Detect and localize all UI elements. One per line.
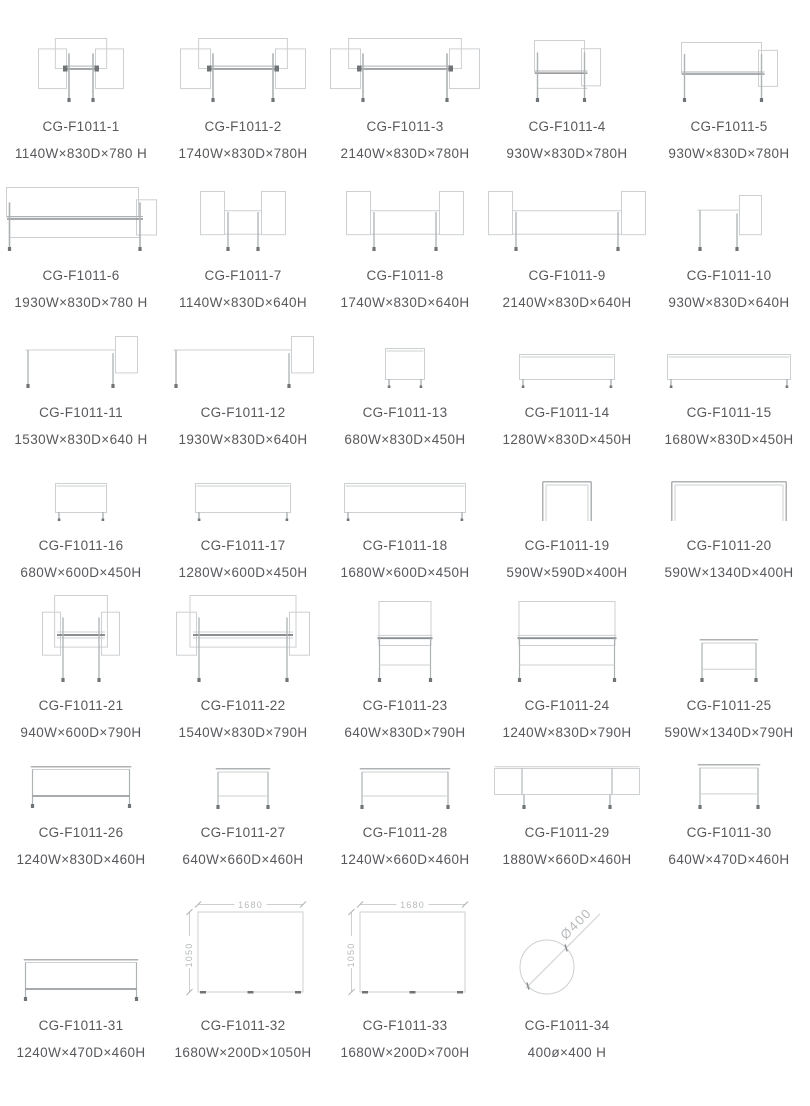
item-code: CG-F1011-29 [524,825,610,840]
item-drawing-area [324,754,486,808]
circleDim-drawing [513,901,621,1001]
item-dimensions: 1680W×200D×1050H [174,1045,312,1060]
sofa2-drawing [330,38,480,102]
catalog-item [324,187,486,312]
catalog-item [324,595,486,742]
catalog-row [0,22,810,163]
item-dimensions: 640W×660D×460H [182,852,304,867]
catalog-row [0,332,810,449]
catalog-item [324,754,486,869]
item-dimensions: 930W×830D×780H [506,146,628,161]
catalog-item [0,466,162,582]
item-dimensions: 1880W×660D×460H [502,852,632,867]
panelDim-drawing [344,897,466,1001]
catalog-item [162,887,324,1062]
catalog-item [0,187,162,312]
item-code: CG-F1011-17 [200,538,286,553]
item-drawing-area [648,332,810,388]
dimension-label: 1050 [346,942,356,968]
item-dimensions: 2140W×830D×640H [502,295,632,310]
tableS-drawing [359,768,451,808]
bench-drawing [195,483,291,521]
item-drawing-area [162,595,324,681]
item-drawing-area [648,754,810,808]
item-code: CG-F1011-15 [686,405,772,420]
catalog-item [162,22,324,163]
dimension-label: Ø400 [557,905,595,943]
item-dimensions: 1280W×600D×450H [178,565,308,580]
item-drawing-area [324,466,486,521]
tableS-drawing [699,639,759,681]
catalog-item [162,754,324,869]
item-code: CG-F1011-13 [362,405,448,420]
item-drawing-area [486,22,648,102]
item-drawing-area [162,22,324,102]
item-code: CG-F1011-16 [38,538,124,553]
item-code: CG-F1011-32 [200,1018,286,1033]
item-dimensions: 940W×600D×790H [20,725,142,740]
benchR-drawing [696,195,762,251]
item-code: CG-F1011-25 [686,698,772,713]
item-drawing-area [486,754,648,808]
item-drawing-area [486,887,648,1001]
item-code: CG-F1011-22 [200,698,286,713]
item-code: CG-F1011-9 [528,268,606,283]
catalog-item [648,466,810,582]
benchR-drawing [24,336,138,388]
item-dimensions: 1680W×830D×450H [664,432,794,447]
item-dimensions: 1930W×830D×640H [178,432,308,447]
item-code: CG-F1011-8 [366,268,444,283]
item-drawing-area [0,887,162,1001]
item-dimensions: 1740W×830D×780H [178,146,308,161]
item-drawing-area [324,22,486,102]
item-drawing-area [648,466,810,521]
item-code: CG-F1011-6 [42,268,120,283]
item-drawing-area [648,22,810,102]
catalog-row [0,754,810,869]
item-dimensions: 640W×470D×460H [668,852,790,867]
armR-drawing [680,42,778,102]
bench-drawing [344,483,466,521]
sofaTall2-drawing [176,595,310,681]
catalog-item [648,754,810,869]
tableS-drawing [215,768,271,808]
catalog-item [162,595,324,742]
catalog-item [648,22,810,163]
armR6-drawing [5,187,157,251]
item-code: CG-F1011-24 [524,698,610,713]
item-code: CG-F1011-23 [362,698,448,713]
item-drawing-area [162,887,324,1001]
item-drawing-area [486,332,648,388]
item-dimensions: 2140W×830D×780H [340,146,470,161]
bench2-drawing [488,191,646,251]
catalog-item [324,332,486,449]
bench2-drawing [346,191,464,251]
catalog-item [486,332,648,449]
item-dimensions: 1540W×830D×790H [178,725,308,740]
catalog-row [0,595,810,742]
item-dimensions: 680W×830D×450H [344,432,466,447]
item-dimensions: 1930W×830D×780 H [14,295,148,310]
catalog-item [324,22,486,163]
bench2-drawing [200,191,286,251]
benchR-drawing [172,336,314,388]
catalog-item [162,466,324,582]
item-code: CG-F1011-5 [690,119,768,134]
item-dimensions: 1530W×830D×640 H [14,432,148,447]
item-dimensions: 640W×830D×790H [344,725,466,740]
item-code: CG-F1011-30 [686,825,772,840]
cabinet-drawing [494,766,640,808]
catalog-item [648,595,810,742]
item-code: CG-F1011-19 [524,538,610,553]
item-code: CG-F1011-20 [686,538,772,553]
panelDim-drawing [182,897,304,1001]
item-drawing-area [0,187,162,251]
item-code: CG-F1011-34 [524,1018,610,1033]
bench-drawing [385,348,425,388]
item-drawing-area [486,187,648,251]
item-drawing-area [0,332,162,388]
item-drawing-area [324,887,486,1001]
bench-drawing [667,354,791,388]
item-dimensions: 1240W×660D×460H [340,852,470,867]
item-drawing-area [0,22,162,102]
catalog-row [0,466,810,582]
dimension-label: 1680 [400,900,425,910]
item-drawing-area [324,187,486,251]
catalog-item [162,187,324,312]
item-dimensions: 1680W×600D×450H [340,565,470,580]
catalog-grid [0,22,810,1062]
item-code: CG-F1011-14 [524,405,610,420]
dimension-label: 1680 [238,900,263,910]
item-dimensions: 1140W×830D×780 H [14,146,148,161]
item-drawing-area [0,595,162,681]
benchShelf-drawing [30,766,132,808]
item-drawing-area [486,466,648,521]
item-dimensions: 400ø×400 H [527,1045,607,1060]
item-dimensions: 590W×590D×400H [506,565,628,580]
catalog-row [0,887,810,1062]
item-code: CG-F1011-10 [686,268,772,283]
catalog-item [0,22,162,163]
item-code: CG-F1011-11 [39,405,123,420]
sofaTallN-drawing [377,601,433,681]
tableS-drawing [697,764,761,808]
item-dimensions: 680W×600D×450H [20,565,142,580]
sofa2-drawing [38,38,124,102]
catalog-item [0,887,162,1062]
catalog-row [0,187,810,312]
item-dimensions: 1680W×200D×700H [340,1045,470,1060]
armR-drawing [533,40,601,102]
catalog-item [486,22,648,163]
benchShelf-drawing [23,959,139,1001]
item-code: CG-F1011-1 [42,119,120,134]
item-code: CG-F1011-33 [362,1018,448,1033]
item-code: CG-F1011-2 [204,119,282,134]
item-drawing-area [162,187,324,251]
catalog-item [486,595,648,742]
item-drawing-area [648,187,810,251]
item-code: CG-F1011-31 [38,1018,124,1033]
item-code: CG-F1011-27 [200,825,286,840]
item-code: CG-F1011-4 [528,119,606,134]
item-code: CG-F1011-26 [38,825,124,840]
tableU-drawing [671,481,787,521]
item-code: CG-F1011-18 [362,538,448,553]
dimension-label: 1050 [184,942,194,968]
item-dimensions: 1140W×830D×640H [178,295,308,310]
item-code: CG-F1011-12 [200,405,286,420]
bench-drawing [55,483,107,521]
sofaTall2-drawing [42,595,120,681]
item-drawing-area [324,332,486,388]
item-dimensions: 1740W×830D×640H [340,295,470,310]
catalog-item [486,187,648,312]
item-drawing-area [162,466,324,521]
item-drawing-area [162,754,324,808]
catalog-item [648,332,810,449]
item-dimensions: 930W×830D×640H [668,295,790,310]
sofa2-drawing [180,38,306,102]
item-drawing-area [0,754,162,808]
item-code: CG-F1011-3 [366,119,444,134]
item-dimensions: 590W×1340D×400H [664,565,794,580]
catalog-item [486,754,648,869]
item-dimensions: 1240W×830D×460H [16,852,146,867]
bench-drawing [519,354,615,388]
item-drawing-area [648,595,810,681]
item-dimensions: 590W×1340D×790H [664,725,794,740]
catalog-item [0,754,162,869]
catalog-item [324,466,486,582]
item-dimensions: 1240W×830D×790H [502,725,632,740]
item-drawing-area [486,595,648,681]
item-code: CG-F1011-28 [362,825,448,840]
item-drawing-area [324,595,486,681]
catalog-item [648,187,810,312]
catalog-item [324,887,486,1062]
catalog-item [486,466,648,582]
tableU-drawing [542,481,592,521]
item-dimensions: 1240W×470D×460H [16,1045,146,1060]
catalog-item [0,332,162,449]
catalog-item [162,332,324,449]
item-dimensions: 1280W×830D×450H [502,432,632,447]
catalog-item [0,595,162,742]
item-dimensions: 930W×830D×780H [668,146,790,161]
item-code: CG-F1011-7 [204,268,282,283]
item-code: CG-F1011-21 [38,698,124,713]
catalog-item [486,887,648,1062]
item-drawing-area [162,332,324,388]
item-drawing-area [0,466,162,521]
sofaTallN-drawing [517,601,617,681]
